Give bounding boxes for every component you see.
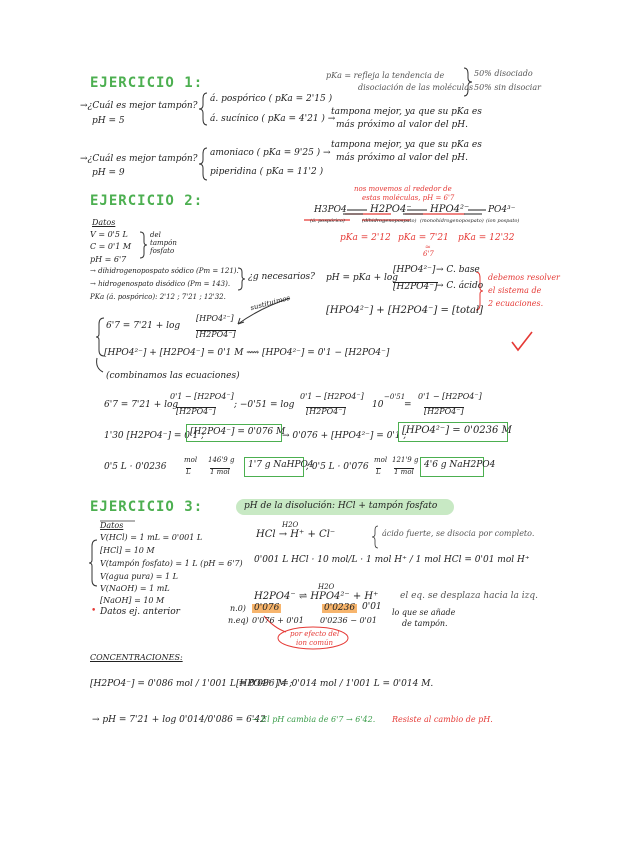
ej2-dato-conc: C = 0'1 M [90,242,132,251]
result-nahpo4: 1'7 g NaHPO4 [248,460,314,470]
line3-a-frac2-den: 1 mol [210,468,230,476]
pka1-label: pKa = 2'12 [340,233,391,243]
ej2-datos-label: Datos [92,218,116,227]
ej1-q2-option-2: piperidina ( pKa = 11'2 ) [210,167,324,177]
line3-b-frac2-den: 1 mol [394,468,414,476]
line1-e: = [404,400,412,410]
n0-hpo4: 0'0236 [324,603,356,613]
line3-b-frac-den: L [376,468,381,476]
line1-a-den: [H2PO4⁻] [176,407,216,416]
species-hpo4: HPO4²⁻ [430,204,470,215]
line1-a: 6'7 = 7'21 + log [104,400,179,410]
line1-d-exp: −0'51 [384,393,406,401]
ej2-red-note2-3: 2 ecuaciones. [488,299,544,308]
ej1-q1-ph: pH = 5 [92,116,125,126]
ej2-red-note2-2: el sistema de [488,286,542,295]
ph-change-note: → El pH cambia de 6'7 → 6'42. [252,715,376,724]
henderson-num: [HPO4²⁻] [393,265,436,275]
species-po4: PO4³⁻ [488,205,516,215]
system-eq-1: 6'7 = 7'21 + log [106,321,181,331]
ej3-subtitle: pH de la disolución: HCl + tampón fosfato [244,501,438,511]
ej1-q1-text: →¿Cuál es mejor tampón? [80,101,198,111]
pka2-label: pKa = 7'21 [398,233,449,243]
line3-a-frac-den: L [186,468,191,476]
line3-a-frac-num: mol [184,456,198,464]
pka3-label: pKa = 12'32 [458,233,515,243]
ej2-red-note-1: nos movemos al rededor de [354,185,452,193]
eq-arrow-label: H2O [318,583,335,591]
ej1-q1-option-2: á. sucínico ( pKa = 4'21 ) → [210,114,336,124]
species-h2po4: H2PO4⁻ [370,204,412,215]
line1-c-den: [H2PO4⁻] [306,407,346,416]
hcl-moles-calc: 0'001 L HCl · 10 mol/L · 1 mol H⁺ / 1 mol HCl = 0'01 mol H⁺ [254,555,530,565]
phosphate-equilibrium: H2PO4⁻ ⇌ HPO4²⁻ + H⁺ [254,591,379,602]
added-note-2: de tampón. [402,619,448,628]
pka-option-2: 50% sin disociar [474,83,541,92]
sustituimos-label: sustituimos [249,293,291,313]
result-hpo4: [HPO4²⁻] = 0'0236 M [402,425,512,436]
conc-h2po4: [H2PO4⁻] = 0'086 mol / 1'001 L = 0'086 M ; [90,679,293,689]
hcl-dissociation: HCl → H⁺ + Cl⁻ [256,529,336,540]
ej1-title: EJERCICIO 1: [90,75,204,91]
conc-hpo4: [HPO4²⁻] = 0'014 mol / 1'001 L = 0'014 M. [236,679,434,689]
ej2-title: EJERCICIO 2: [90,193,204,209]
ej2-salt-1: → dihidrogenopospato sódico (Pm = 121). [90,267,239,275]
line2-a: 1'30 [H2PO4⁻] = 0'1 ; [104,431,205,441]
ej3-datos-label: Datos [100,521,124,530]
concentraciones-title: CONCENTRACIONES: [90,653,183,662]
ej2-dato-ph: pH = 6'7 [90,255,127,264]
ej3-dato-1: V(HCl) = 1 mL = 0'001 L [100,533,203,542]
line3-b: ; 0'5 L · 0'076 [306,462,369,472]
neq-h2po4: 0'076 + 0'01 [252,616,304,625]
ej2-dato-volume: V = 0'5 L [90,230,128,239]
equilibrium-shift-note: el eq. se desplaza hacia la izq. [400,591,539,601]
bullet-dot: • [91,606,97,616]
combine-note: (combinamos las ecuaciones) [106,371,240,381]
pka-definition-1: pKa = refleja la tendencia de [326,71,445,80]
line3-b-frac-num: mol [374,456,388,464]
line3-a: 0'5 L · 0'0236 [104,462,167,472]
system-eq-1-den: [H2PO4⁻] [196,330,236,339]
n0-label: n.0) [230,604,246,613]
line3-a-frac2-num: 146'9 g [208,456,235,464]
line1-b: ; −0'51 = log [234,400,295,410]
result-h2po4: [H2PO4⁻] = 0'076 M [190,427,286,437]
ej2-del-tampon: del tampón fosfato [150,231,177,255]
pka-option-1: 50% disociado [474,69,533,78]
ej3-dato-4: V(agua pura) = 1 L [100,572,178,581]
ej3-title: EJERCICIO 3: [90,499,204,515]
ph-resist-note: Resiste al cambio de pH. [392,715,493,724]
species-name-4: (ion pospato) [486,218,520,224]
c-base-label: → C. base [436,265,480,275]
result-nah2po4: 4'6 g NaH2PO4 [424,460,496,470]
ej2-red-note-2: estas moléculas, pH = 6'7 [362,194,455,202]
system-eq-1-num: [HPO4²⁻] [196,314,234,323]
species-name-3: (monohidrogenopospato) [420,218,484,224]
c-acid-label: → C. ácido [436,281,484,291]
ej1-a2-line-2: más próximo al valor del pH. [336,153,468,163]
ej1-q1-option-1: á. pospórico ( pKa = 2'15 ) [210,94,333,104]
common-ion-1: por efecto del [290,630,340,638]
ej1-q2-text: →¿Cuál es mejor tampón? [80,154,198,164]
ej2-salt-2: → hidrogenospato disódico (Pm = 143). [90,280,231,288]
neq-hpo4: 0'0236 − 0'01 [320,616,377,625]
ej1-q2-option-1: amoniaco ( pKa = 9'25 ) → [210,148,331,158]
ej1-a1-line-1: tampona mejor, ya que su pKa es [331,107,482,117]
ej3-dato-5: V(NaOH) = 1 mL [100,584,170,593]
pka-definition-2: disociación de las moléculas [358,83,474,92]
ej1-a1-line-2: más próximo al valor del pH. [336,120,468,130]
line1-a-num: 0'1 − [H2PO4⁻] [170,392,234,401]
species-name-1: (á. pospórico) [310,218,345,224]
hcl-note: ácido fuerte, se disocia por completo. [382,529,535,538]
line3-b-frac2-num: 121'9 g [392,456,419,464]
line1-e-den: [H2PO4⁻] [424,407,464,416]
added-note-1: lo que se añade [392,608,456,617]
ej2-red-note2-1: debemos resolver [488,273,560,282]
species-name-2: (dihidrogenopospato) [362,218,417,224]
neq-label: n.eq) [228,616,249,625]
approx-sign: ≃ [425,243,431,251]
ej3-datos-ref: Datos ej. anterior [100,607,180,617]
ej3-dato-2: [HCl] = 10 M [100,546,155,555]
species-h3po4: H3PO4 [314,205,347,215]
system-eq-2: [HPO4²⁻] + [H2PO4⁻] = 0'1 M ⟿ [HPO4²⁻] = 0'1 − [H2PO4⁻] [104,348,390,358]
sum-equation: [HPO4²⁻] + [H2PO4⁻] = [total] [326,305,484,316]
ej1-a2-line-1: tampona mejor, ya que su pKa es [331,140,482,150]
approx-value: 6'7 [423,250,434,258]
ej3-dato-3: V(tampón fosfato) = 1 L (pH = 6'7) [100,559,243,568]
ej2-salts-question: ¿g necesarios? [248,272,315,282]
ph-final: → pH = 7'21 + log 0'014/0'086 = 6'42 [92,715,266,725]
line1-c-num: 0'1 − [H2PO4⁻] [300,392,364,401]
line1-e-num: 0'1 − [H2PO4⁻] [418,392,482,401]
n0-h2po4: 0'076 [254,603,280,613]
henderson-eq: pH = pKa + log [326,273,399,283]
n0-h-plus: 0'01 [362,602,382,612]
ej1-q2-ph: pH = 9 [92,168,125,178]
common-ion-2: ion común [296,639,333,647]
ej3-dato-6: [NaOH] = 10 M [100,596,165,605]
ej2-pka-values: PKa (á. pospórico): 2'12 ; 7'21 ; 12'32. [90,293,226,301]
line1-d: 10 [372,400,384,410]
hcl-arrow-label: H2O [282,521,299,529]
henderson-den: [H2PO4⁻] [393,282,438,292]
line2-b: → 0'076 + [HPO4²⁻] = 0'1 ; [282,431,407,441]
